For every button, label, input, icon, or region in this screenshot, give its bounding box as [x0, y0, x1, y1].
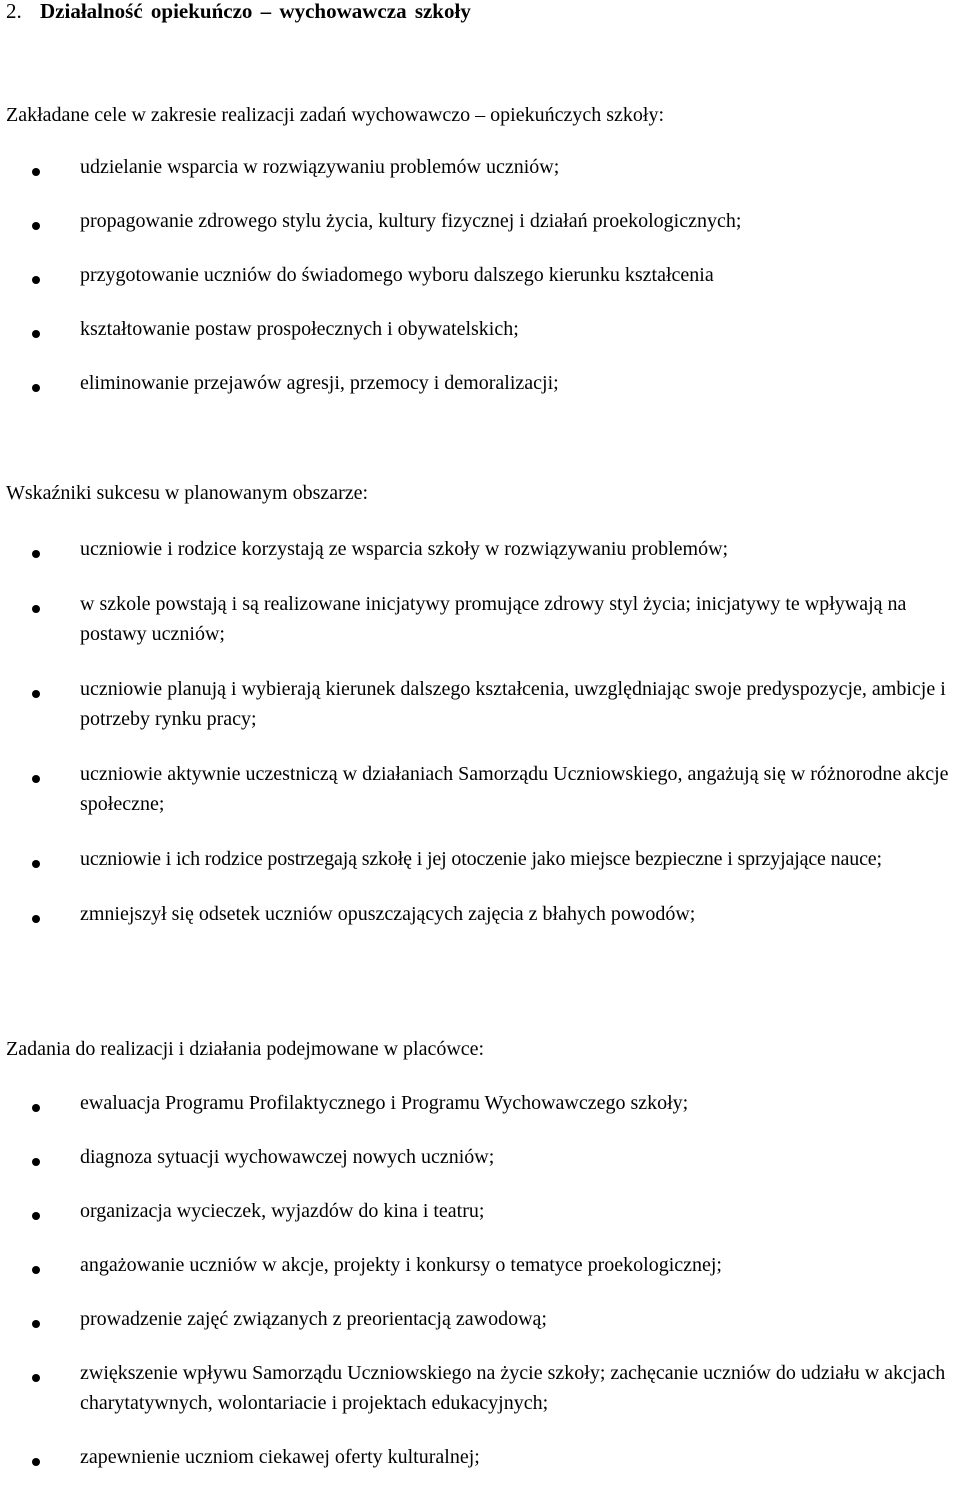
section-heading: [6, 0, 471, 26]
list-item: uczniowie i ich rodzice postrzegają szkołę i jej otoczenie jako miejsce bezpieczne i sprzyjające nauce;: [80, 848, 882, 870]
list-item: prowadzenie zajęć związanych z preorientacją zawodową;: [80, 1308, 547, 1330]
indicators-list: [0, 534, 960, 929]
goals-list: [0, 152, 960, 398]
list-item: zapewnienie uczniom ciekawej oferty kulturalnej;: [80, 1446, 480, 1468]
list-item: kształtowanie postaw prospołecznych i obywatelskich;: [80, 318, 519, 340]
list-item: w szkole powstają i są realizowane inicjatywy promujące zdrowy styl życia; inicjatywy te wpływają na postawy uczniów;: [80, 593, 907, 645]
list-item: uczniowie aktywnie uczestniczą w działaniach Samorządu Uczniowskiego, angażują się w różnorodne akcje społeczne;: [80, 763, 949, 815]
list-item: uczniowie planują i wybierają kierunek dalszego kształcenia, uwzględniając swoje predyspozycje, ambicje i potrzeby rynku pracy;: [80, 678, 946, 730]
list-item: zmniejszył się odsetek uczniów opuszczających zajęcia z błahych powodów;: [80, 903, 696, 925]
goals-section: [0, 100, 960, 422]
list-item: propagowanie zdrowego stylu życia, kultury fizycznej i działań proekologicznych;: [80, 210, 742, 232]
goals-label: Zakładane cele w zakresie realizacji zadań wychowawczo – opiekuńczych szkoły:: [6, 104, 664, 126]
list-item: zwiększenie wpływu Samorządu Uczniowskiego na życie szkoły; zachęcanie uczniów do udziału w akcjach charytatywnych, wolontariacie i projektach edukacyjnych;: [80, 1362, 946, 1414]
indicators-section: [0, 478, 960, 954]
list-item: uczniowie i rodzice korzystają ze wsparcia szkoły w rozwiązywaniu problemów;: [80, 538, 729, 560]
list-item: diagnoza sytuacji wychowawczej nowych uczniów;: [80, 1146, 495, 1168]
heading-number: 2.: [6, 0, 22, 23]
tasks-list: [0, 1088, 960, 1472]
list-item: eliminowanie przejawów agresji, przemocy i demoralizacji;: [80, 372, 559, 394]
list-item: udzielanie wsparcia w rozwiązywaniu problemów uczniów;: [80, 156, 560, 178]
tasks-label: Zadania do realizacji i działania podejmowane w placówce:: [6, 1038, 485, 1060]
list-item: organizacja wycieczek, wyjazdów do kina i teatru;: [80, 1200, 485, 1222]
tasks-section: [0, 1034, 960, 1496]
list-item: przygotowanie uczniów do świadomego wyboru dalszego kierunku kształcenia: [80, 264, 714, 286]
list-item: ewaluacja Programu Profilaktycznego i Programu Wychowawczego szkoły;: [80, 1092, 689, 1114]
heading-title: Działalność opiekuńczo – wychowawcza szkoły: [40, 0, 471, 23]
list-item: angażowanie uczniów w akcje, projekty i konkursy o tematyce proekologicznej;: [80, 1254, 722, 1276]
indicators-label: Wskaźniki sukcesu w planowanym obszarze:: [6, 482, 369, 504]
